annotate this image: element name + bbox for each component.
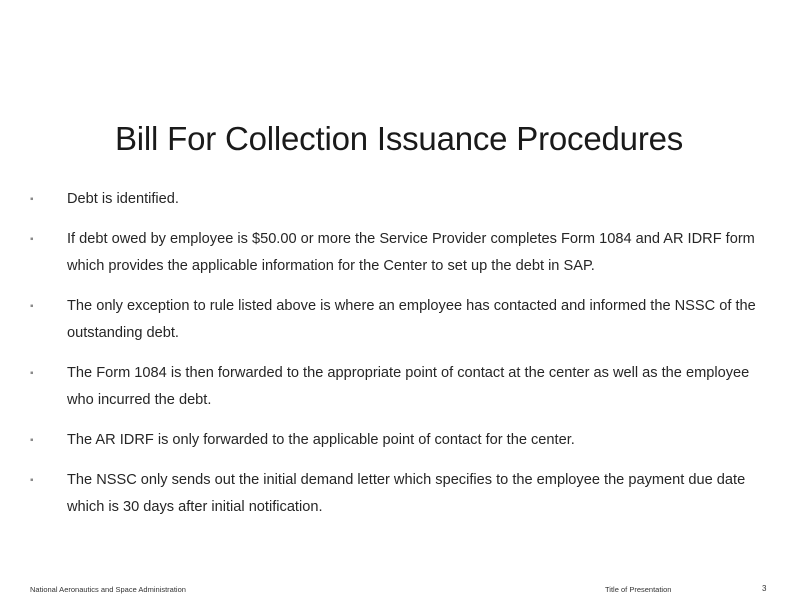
bullet-item [30, 427, 760, 454]
footer-page-number: 3 [762, 584, 767, 593]
bullet-text: The only exception to rule listed above is where an employee has contacted and informed the NSSC of the outstanding debt. [67, 298, 756, 341]
bullet-marker-icon: ▪ [30, 301, 34, 312]
slide-title: Bill For Collection Issuance Procedures [114, 120, 684, 157]
bullet-marker-icon: ▪ [30, 475, 34, 486]
bullet-list [30, 186, 760, 534]
bullet-item [30, 467, 760, 521]
bullet-marker-icon: ▪ [30, 368, 34, 379]
bullet-text: Debt is identified. [67, 191, 179, 207]
footer-presentation-title: Title of Presentation [605, 585, 672, 594]
bullet-marker-icon: ▪ [30, 435, 34, 446]
bullet-marker-icon: ▪ [30, 234, 34, 245]
bullet-item [30, 293, 760, 347]
bullet-text: The NSSC only sends out the initial demand letter which specifies to the employee the payment due date which is 30 days after initial notification. [67, 472, 746, 515]
bullet-text: The AR IDRF is only forwarded to the applicable point of contact for the center. [67, 432, 575, 448]
bullet-item [30, 360, 760, 414]
bullet-marker-icon: ▪ [30, 194, 34, 205]
bullet-text: If debt owed by employee is $50.00 or more the Service Provider completes Form 1084 and AR IDRF form which provides the applicable information for the Center to set up the debt in SAP. [67, 231, 755, 274]
footer-organization: National Aeronautics and Space Administration [30, 585, 186, 594]
bullet-item [30, 186, 760, 213]
bullet-item [30, 226, 760, 280]
bullet-text: The Form 1084 is then forwarded to the appropriate point of contact at the center as well as the employee who incurred the debt. [67, 365, 750, 408]
